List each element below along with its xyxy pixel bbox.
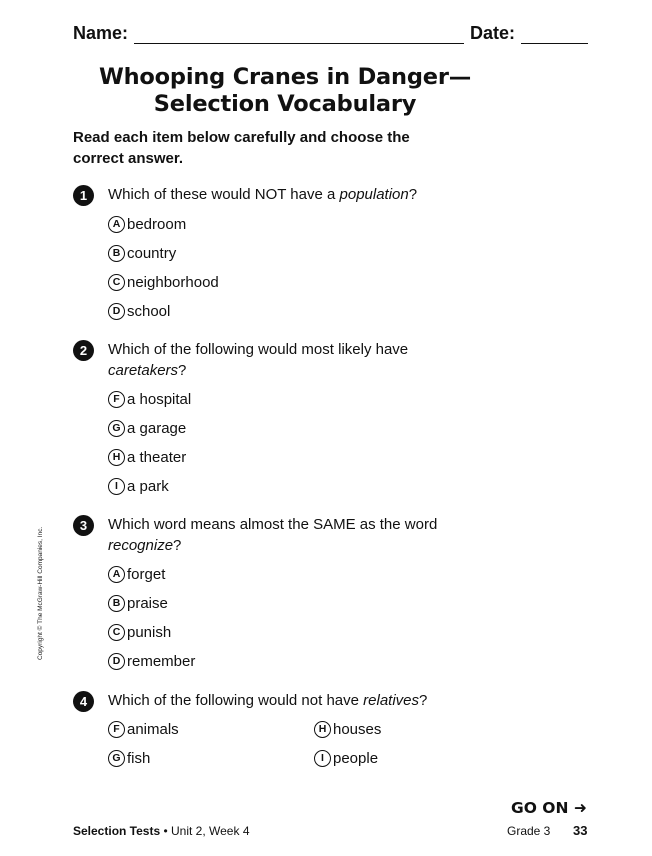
question-number: 3 [73,515,94,536]
date-field[interactable] [521,25,588,44]
answer-text: fish [127,749,151,767]
answer-option[interactable] [314,748,378,768]
answer-bubble[interactable]: C [108,274,125,291]
answer-text: a theater [127,448,187,466]
answer-option[interactable] [108,243,176,263]
page-title [90,64,480,118]
vocab-term: relatives [363,692,420,709]
answer-bubble[interactable]: I [314,750,331,767]
answer-bubble[interactable]: D [108,653,125,670]
question-number: 4 [73,691,94,712]
answer-bubble[interactable]: F [108,391,125,408]
footer-series [73,824,250,838]
answer-text: a garage [127,419,187,437]
answer-text: a hospital [127,390,192,408]
answer-option[interactable] [108,593,168,613]
question-text: Which of the following would most likely have caretakers? [108,341,409,379]
answer-option[interactable] [108,272,219,292]
answer-bubble[interactable]: C [108,624,125,641]
answer-text: bedroom [127,215,187,233]
answer-text: houses [333,720,382,738]
vocab-term: caretakers [108,362,179,379]
header-row [73,18,588,44]
question-number: 2 [73,340,94,361]
answer-bubble[interactable]: G [108,750,125,767]
answer-option[interactable] [108,622,171,642]
answer-option[interactable] [108,651,195,671]
footer-grade: Grade 3 [507,824,551,838]
question-number: 1 [73,185,94,206]
answer-text: school [127,302,171,320]
title-line-1: Whooping Cranes in Danger— [98,64,472,90]
answer-bubble[interactable]: B [108,245,125,262]
answer-option[interactable] [108,389,191,409]
answer-bubble[interactable]: H [314,721,331,738]
answer-text: praise [127,594,168,612]
answer-option[interactable] [108,447,186,467]
answer-option[interactable] [108,476,169,496]
instructions: Read each item below carefully and choose the correct answer. [73,129,410,167]
question-text: Which word means almost the SAME as the word recognize? [108,516,438,554]
answer-option[interactable] [108,214,186,234]
answer-text: neighborhood [127,273,219,291]
answer-bubble[interactable]: I [108,478,125,495]
answer-option[interactable] [108,719,179,739]
answer-text: remember [127,652,196,670]
vocab-term: population [339,186,409,203]
answer-option[interactable] [108,748,150,768]
answer-option[interactable] [108,564,165,584]
question-text: Which of the following would not have relatives? [108,692,428,709]
copyright-notice: Copyright © The McGraw-Hill Companies, Inc. [37,526,44,660]
answer-option[interactable] [108,301,170,321]
answer-text: country [127,244,177,262]
question-text: Which of these would NOT have a population? [108,186,418,203]
footer-series-title: Selection Tests [73,824,161,838]
vocab-term: recognize [108,537,174,554]
answer-text: people [333,749,379,767]
name-field[interactable] [134,25,464,44]
answer-bubble[interactable]: B [108,595,125,612]
name-label: Name: [73,23,129,43]
title-line-2: Selection Vocabulary [153,91,417,117]
answer-text: animals [127,720,179,738]
answer-text: a park [127,477,169,495]
answer-text: punish [127,623,172,641]
answer-bubble[interactable]: A [108,216,125,233]
answer-text: forget [127,565,166,583]
answer-bubble[interactable]: F [108,721,125,738]
answer-bubble[interactable]: H [108,449,125,466]
answer-option[interactable] [108,418,186,438]
answer-bubble[interactable]: G [108,420,125,437]
answer-bubble[interactable]: D [108,303,125,320]
answer-bubble[interactable]: A [108,566,125,583]
answer-option[interactable] [314,719,381,739]
go-on-indicator: GO ON ➜ [511,799,587,817]
footer-unit: • Unit 2, Week 4 [160,824,250,838]
date-label: Date: [470,23,516,43]
page-number: 33 [573,823,588,838]
